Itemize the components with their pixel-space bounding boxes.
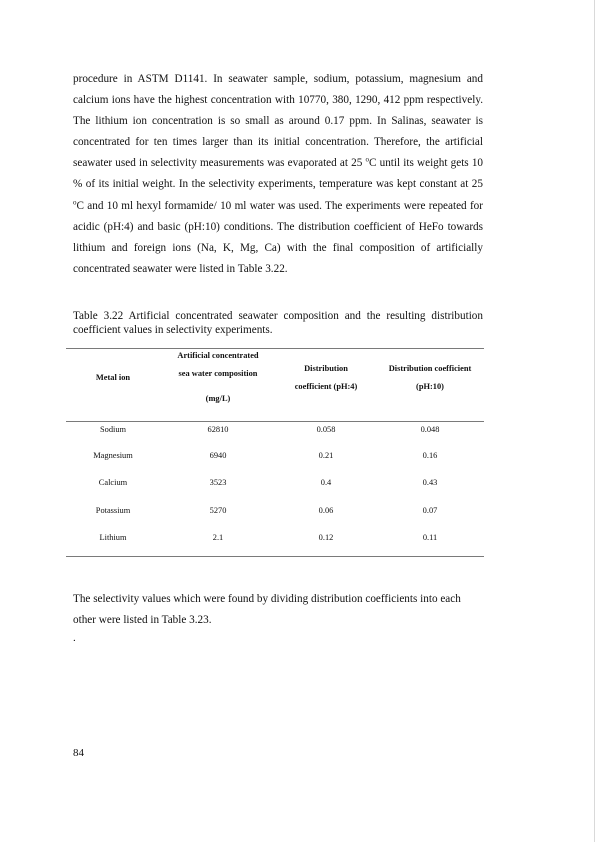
cell-composition: 2.1: [212, 533, 224, 542]
cell-metal-ion: Calcium: [98, 478, 128, 487]
cell-ph10: 0.11: [422, 533, 438, 542]
cell-metal-ion: Magnesium: [93, 451, 133, 460]
body-paragraph-2: The selectivity values which were found by dividing distribution coefficients into each other were listed in Table 3.23.: [73, 593, 461, 626]
degree-superscript: o: [73, 197, 77, 206]
degree-superscript: o: [365, 155, 369, 164]
table-caption: Table 3.22 Artificial concentrated seawater composition and the resulting distribution coefficient values in selectivity experiments.: [73, 310, 483, 336]
cell-ph10: 0.07: [422, 506, 438, 515]
cell-ph4: 0.21: [318, 451, 334, 460]
cell-composition: 3523: [209, 478, 227, 487]
cell-ph4: 0.4: [320, 478, 332, 487]
cell-ph4: 0.12: [318, 533, 334, 542]
table-header-rule: [66, 421, 484, 422]
page-number: 84: [73, 747, 84, 759]
header-distribution-ph10: Distribution coefficient (pH:10): [388, 364, 472, 391]
header-composition: Artificial concentrated sea water composition (mg/L): [177, 351, 259, 403]
cell-ph4: 0.06: [318, 506, 334, 515]
cell-metal-ion: Sodium: [99, 425, 127, 434]
cell-ph10: 0.43: [422, 478, 438, 487]
cell-composition: 6940: [209, 451, 227, 460]
cell-ph4: 0.058: [316, 425, 336, 434]
cell-composition: 5270: [209, 506, 227, 515]
cell-composition: 62810: [207, 425, 229, 434]
cell-metal-ion: Lithium: [99, 533, 127, 542]
header-metal-ion: Metal ion: [95, 373, 131, 382]
body-paragraph-1: procedure in ASTM D1141. In seawater sample, sodium, potassium, magnesium and calcium ions have the highest concentration with 10770, 380, 1290, 412 ppm respectively. The lithium ion concentration is so small as around 0.17 ppm. In Salinas, seawater is concentrated for ten times larger than its initial concentration. Therefore, the artificial seawater used in selectivity measurements was evaporated at 25 $^o$C until its weight gets 10 % of its initial weight. In the selectivity experiments, temperature was kept constant at 25 $^o$C and 10 ml hexyl formamide/ 10 ml water was used. The experiments were repeated for acidic (pH:4) and basic (pH:10) conditions. The distribution coefficient of HeFo towards lithium and foreign ions (Na, K, Mg, Ca) with the final composition of artificially concentrated seawater were listed in Table 3.22.: [73, 73, 484, 275]
stray-period: .: [73, 632, 76, 644]
cell-ph10: 0.048: [420, 425, 440, 434]
cell-ph10: 0.16: [422, 451, 438, 460]
cell-metal-ion: Potassium: [95, 506, 131, 515]
header-distribution-ph4: Distribution coefficient (pH:4): [294, 364, 358, 391]
table-bottom-rule: [66, 556, 484, 557]
